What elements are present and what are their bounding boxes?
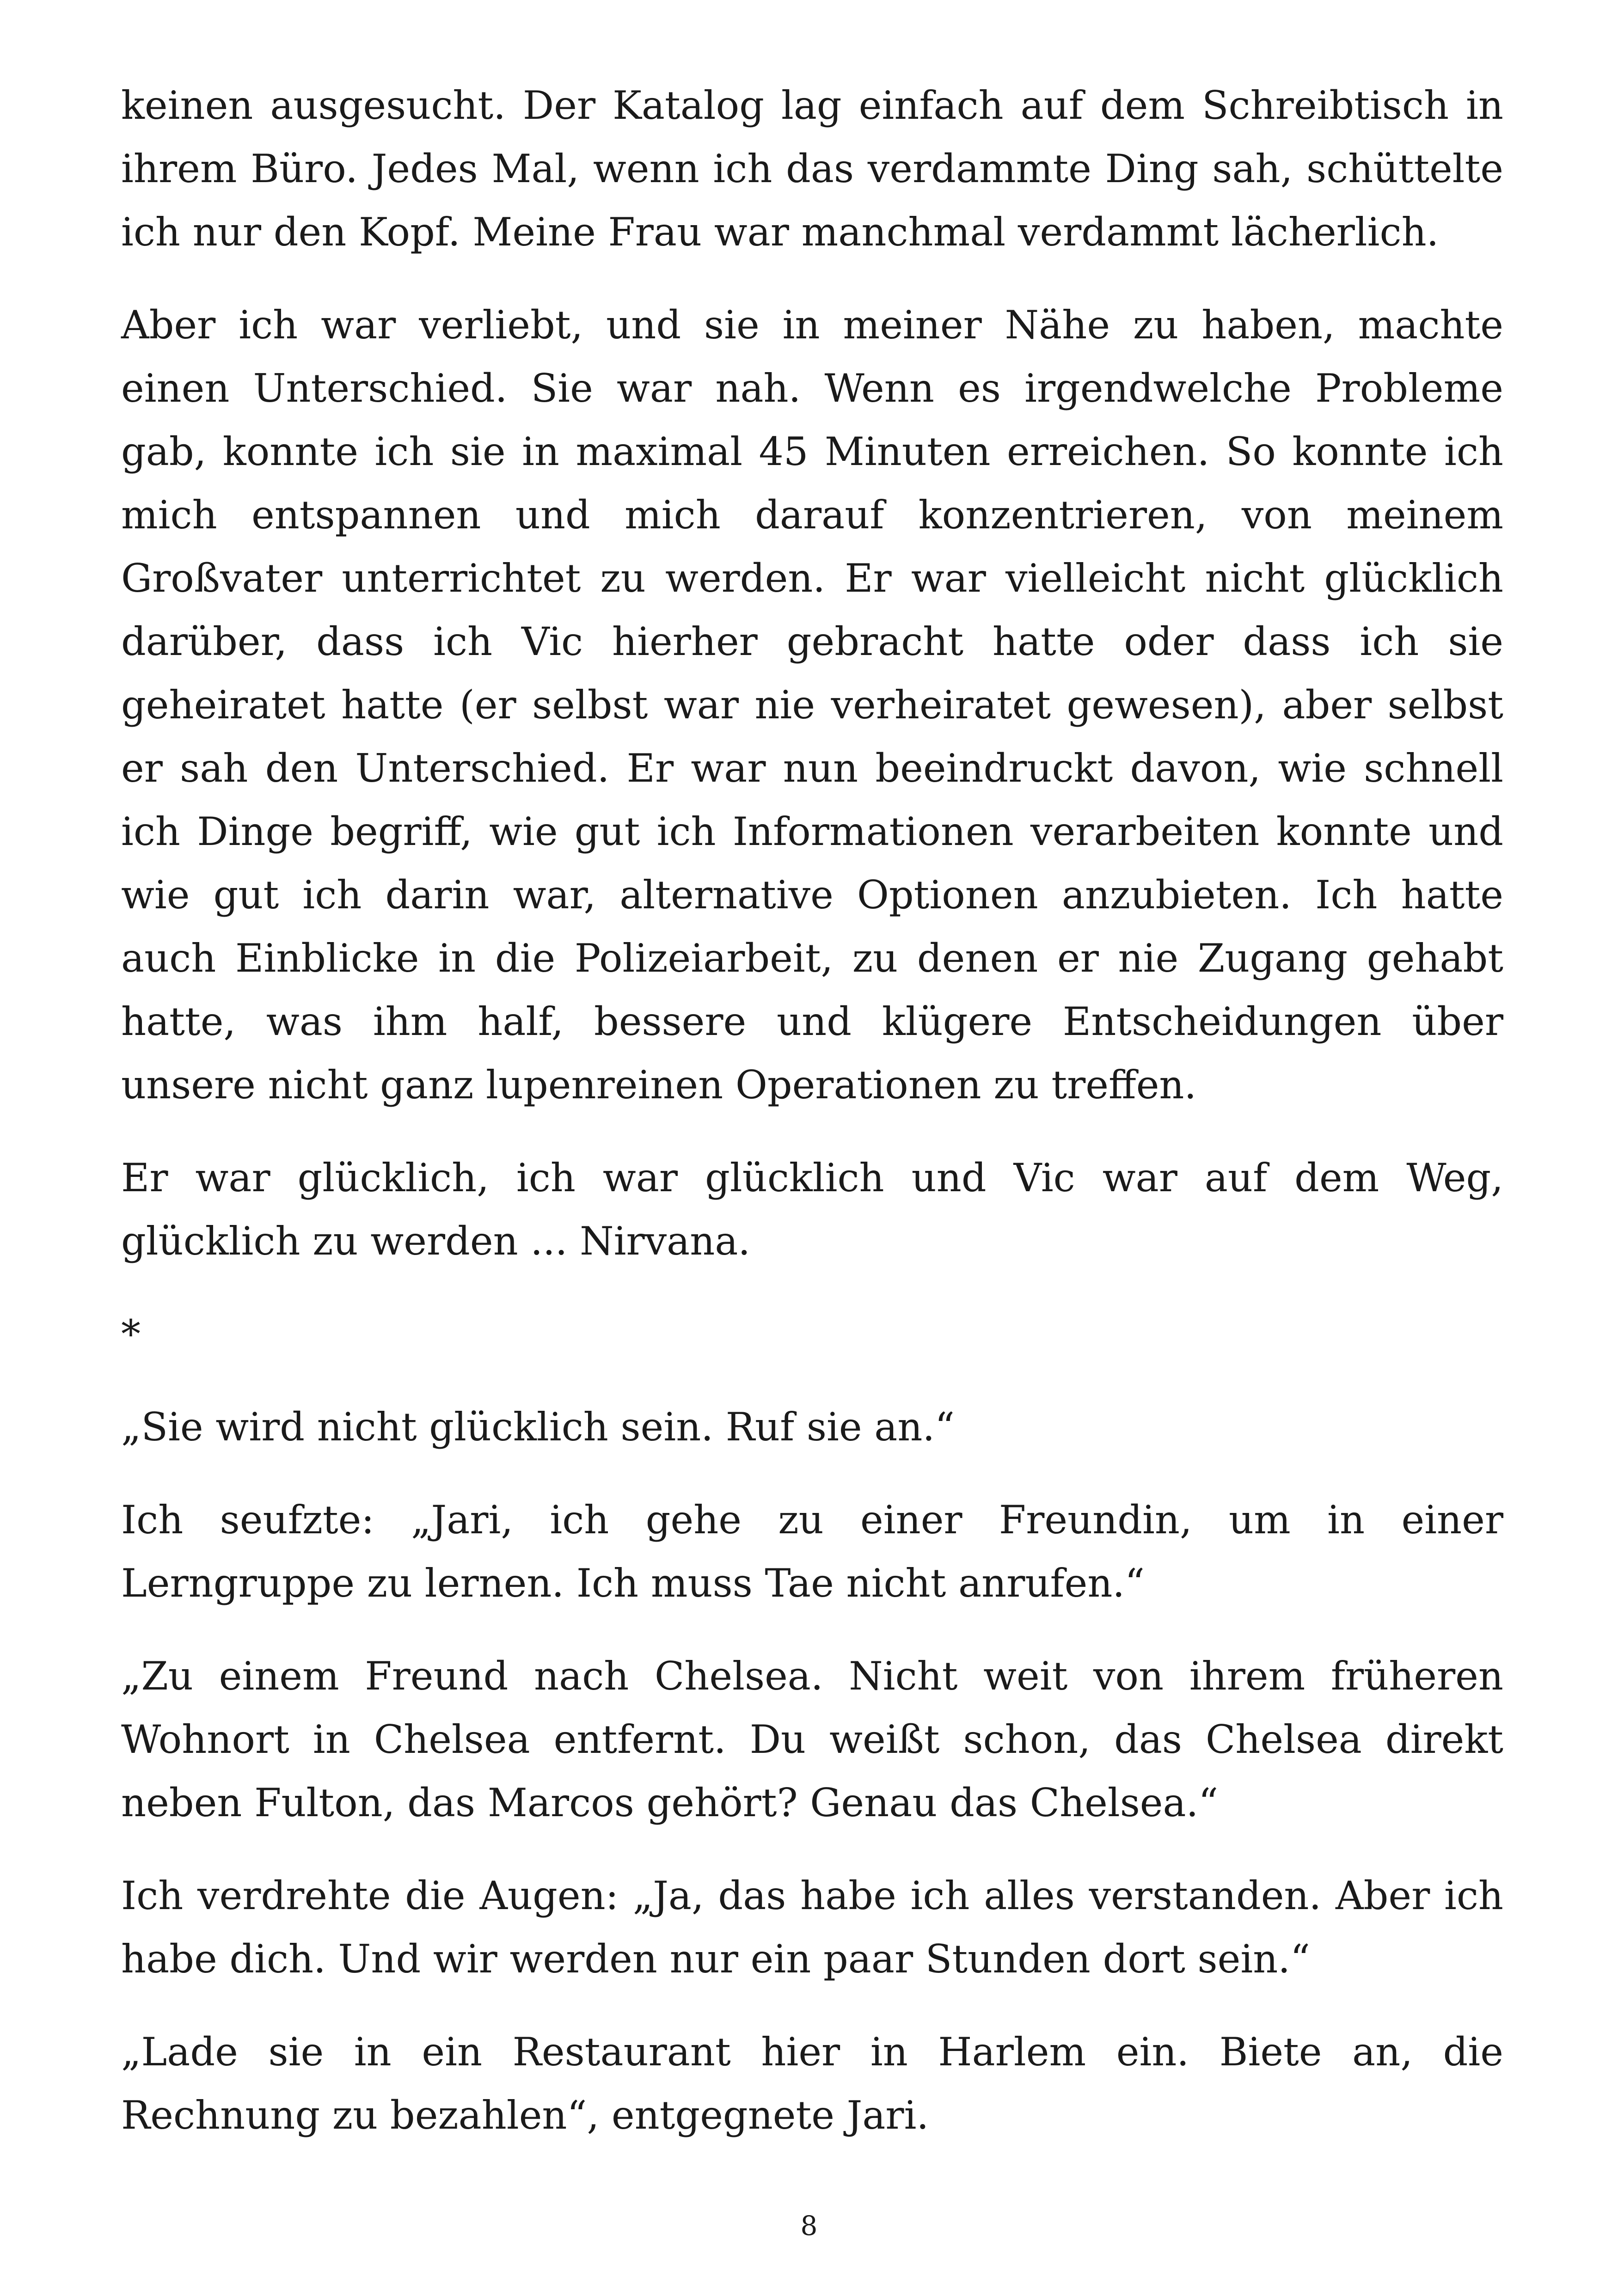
dialogue-restaurant: „Lade sie in ein Restaurant hier in Harlem ein. Biete an, die Rechnung zu bezahlen“, entgegnete Jari. bbox=[121, 2029, 1503, 2138]
paragraph-grandfather: Aber ich war verliebt, und sie in meiner Nähe zu haben, machte einen Unterschied. Sie war nah. Wenn es irgendwelche Probleme gab, konnte ich sie in maximal 45 Minuten erreichen. So konnte ich mich entspannen und mich darauf konzentrieren, von meinem Großvater unterrichtet zu werden. Er war vielleicht nicht glücklich darüber, dass ich Vic hierher gebracht hatte oder dass ich sie geheiratet hatte (er selbst war nie verheiratet gewesen), aber selbst er sah den Unterschied. Er war nun beeindruckt davon, wie schnell ich Dinge begriff, wie gut ich Informationen verarbeiten konnte und wie gut ich darin war, alternative Optionen anzubieten. Ich hatte auch Einblicke in die Polizeiarbeit, zu denen er nie Zugang gehabt hatte, was ihm half, bessere und klügere Entscheidungen über unsere nicht ganz lupenreinen Operationen zu treffen. bbox=[121, 302, 1503, 1108]
dialogue-chelsea: „Zu einem Freund nach Chelsea. Nicht weit von ihrem früheren Wohnort in Chelsea entfernt. Du weißt schon, das Chelsea direkt neben Fulton, das Marcos gehört? Genau das Chelsea.“ bbox=[121, 1653, 1503, 1825]
paragraph-nirvana: Er war glücklich, ich war glücklich und Vic war auf dem Weg, glücklich zu werden ... Nirvana. bbox=[121, 1155, 1503, 1264]
scene-break-asterisk: * bbox=[121, 1311, 141, 1357]
dialogue-eye-roll: Ich verdrehte die Augen: „Ja, das habe ich alles verstanden. Aber ich habe dich. Und wir werden nur ein paar Stunden dort sein.“ bbox=[121, 1873, 1503, 1982]
paragraph-continuation: keinen ausgesucht. Der Katalog lag einfach auf dem Schreibtisch in ihrem Büro. Jedes Mal, wenn ich das verdammte Ding sah, schüttelte ich nur den Kopf. Meine Frau war manchmal verdammt lächerlich. bbox=[121, 83, 1503, 255]
dialogue-call-her: „Sie wird nicht glücklich sein. Ruf sie an.“ bbox=[121, 1404, 955, 1450]
dialogue-study-group: Ich seufzte: „Jari, ich gehe zu einer Freundin, um in einer Lerngruppe zu lernen. Ich muss Tae nicht anrufen.“ bbox=[121, 1497, 1503, 1606]
page-body bbox=[121, 74, 1503, 2177]
page-number: 8 bbox=[800, 2210, 818, 2241]
